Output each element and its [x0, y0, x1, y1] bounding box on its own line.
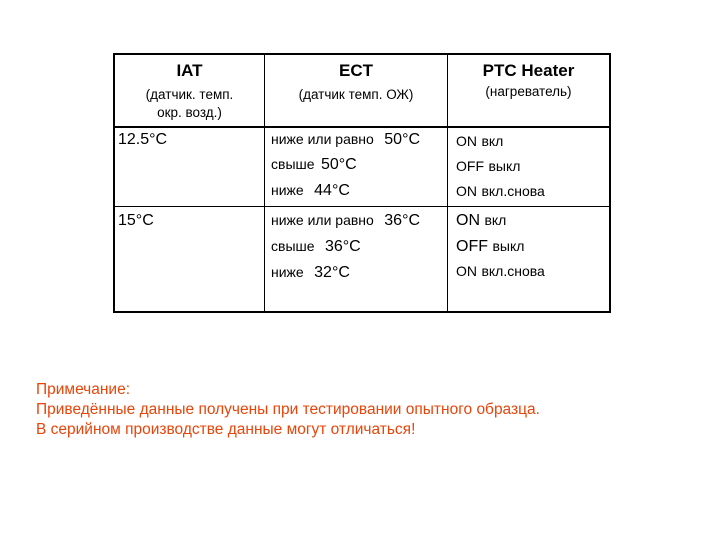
- ect-label: ниже: [271, 264, 304, 280]
- ptc-label: вкл.снова: [481, 183, 545, 199]
- row2-ect-line3: [271, 264, 350, 282]
- row2-ptc-line2: [456, 238, 524, 256]
- ect-temp: 44°C: [314, 182, 350, 199]
- ect-temp: 36°C: [324, 238, 361, 255]
- ect-temp: 50°C: [384, 131, 421, 148]
- ect-label: ниже или равно: [271, 212, 374, 228]
- row1-ptc-line2: [456, 158, 520, 176]
- ect-label: ниже: [271, 182, 304, 198]
- note-line: В серийном производстве данные могут отличаться!: [36, 421, 416, 438]
- row2-ptc-line3: [456, 263, 545, 281]
- ect-temp: 36°C: [384, 212, 421, 229]
- row2-ect-line2: [271, 238, 361, 256]
- row2-iat: 15°C: [118, 212, 154, 229]
- row2-ect-line1: [271, 212, 420, 230]
- ptc-state: ON: [456, 212, 480, 229]
- ptc-state: ON: [456, 133, 477, 149]
- ptc-label: вкл: [484, 212, 507, 228]
- ptc-label: вкл.снова: [481, 263, 545, 279]
- header-iat-subtitle-line1: (датчик. темп.: [145, 87, 234, 102]
- ect-label: свыше: [271, 156, 315, 172]
- ptc-state: OFF: [456, 158, 484, 174]
- ect-label: ниже или равно: [271, 131, 374, 147]
- header-ptc-subtitle: (нагреватель): [485, 84, 572, 99]
- ptc-state: ON: [456, 263, 477, 279]
- ect-temp: 50°C: [320, 156, 357, 173]
- ptc-state: ON: [456, 183, 477, 199]
- note-title: Примечание:: [36, 381, 131, 398]
- row1-iat: 12.5°C: [118, 131, 168, 148]
- header-iat-title: IAT: [176, 61, 203, 80]
- ect-label: свыше: [271, 238, 315, 254]
- data-table: [113, 53, 611, 313]
- header-iat-subtitle-line2: окр. возд.): [157, 105, 222, 120]
- header-ect-title: ECT: [339, 61, 373, 80]
- row1-ect-line3: [271, 182, 350, 200]
- row1-ect-line1: [271, 131, 420, 149]
- header-ptc-title: PTC Heater: [482, 61, 575, 80]
- note-line: Приведённые данные получены при тестировании опытного образца.: [36, 401, 540, 418]
- row1-ect-line2: [271, 156, 357, 174]
- ptc-state: OFF: [456, 238, 488, 255]
- header-ect-subtitle: (датчик темп. ОЖ): [298, 87, 414, 102]
- row1-ptc-line1: [456, 133, 503, 151]
- ptc-label: выкл: [492, 238, 525, 254]
- ect-temp: 32°C: [314, 264, 350, 281]
- row1-ptc-line3: [456, 183, 545, 201]
- header-divider: [115, 126, 609, 128]
- row2-ptc-line1: [456, 212, 506, 230]
- ptc-label: выкл: [488, 158, 521, 174]
- ptc-label: вкл: [481, 133, 504, 149]
- row-divider: [115, 206, 609, 207]
- note-block: [36, 380, 540, 440]
